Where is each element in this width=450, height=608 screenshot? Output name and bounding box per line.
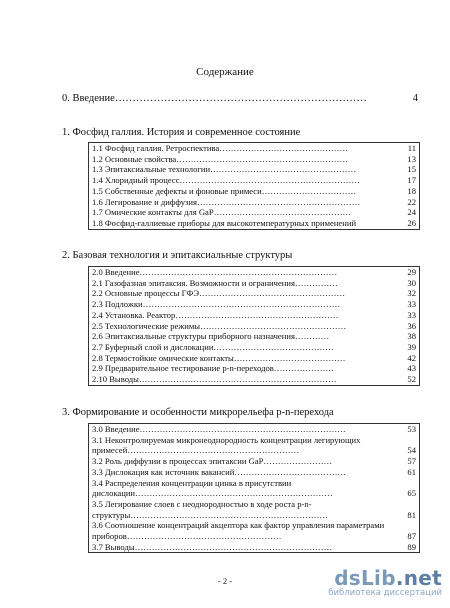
toc-row-page: 54 [407,445,416,456]
toc-row-label: 2.4 Установка. Реактор………………………………………………… [92,309,339,320]
watermark-logo [328,566,442,590]
toc-row-page: 13 [407,153,416,164]
toc-row-page: 32 [407,288,416,299]
toc-row-label: 2.10 Выводы…………………………………………………………… [92,374,337,385]
toc-row-page: 57 [407,456,416,467]
toc-row-page: 33 [407,299,416,310]
toc-row-page: 52 [407,374,416,385]
toc-row-label: 3.5 Легирование слоев с неоднородностью в ходе роста p-n-структуры…………………………………………………………… [92,498,328,520]
toc-row[interactable] [89,363,419,374]
toc-row-label: 2.6 Эпитаксиальные структуры приборного назначения………… [92,331,330,342]
toc-row[interactable] [89,164,419,175]
toc-row[interactable] [89,467,419,478]
toc-row-label: 3.7 Выводы…………………………………………………………… [92,541,333,552]
toc-row-label: 1.5 Собственные дефекты и фоновые примеси…………………………… [92,185,357,196]
toc-row-label: 2.1 Газофазная эпитаксия. Возможности и ограничения…………… [92,277,338,288]
toc-row-page: 30 [407,277,416,288]
toc-row-page: 36 [407,320,416,331]
toc-row[interactable] [89,374,419,385]
toc-row-page: 18 [407,185,416,196]
toc-row[interactable] [89,321,419,332]
toc-row-page: 38 [407,331,416,342]
toc-row[interactable] [89,143,419,154]
toc-row-page: 43 [407,363,416,374]
toc-row-page: 89 [407,541,416,552]
toc-row[interactable] [89,353,419,364]
watermark-logo-main: dsLib [334,566,396,590]
toc-row-page: 29 [407,267,416,277]
toc-row[interactable] [89,342,419,353]
toc-row[interactable] [89,478,419,499]
toc-row-label: 1.2 Основные свойства…………………………………………………… [92,153,349,164]
toc-row[interactable] [89,197,419,208]
toc-row[interactable] [89,456,419,467]
toc-row-page: 42 [407,352,416,363]
toc-row[interactable] [89,288,419,299]
toc-row[interactable] [89,186,419,197]
toc-row-page: 15 [407,164,416,175]
watermark-subtitle: библиотека диссертаций [328,588,442,598]
toc-row-page: 53 [407,424,416,434]
toc-row-page: 65 [407,488,416,499]
toc-box-section-1 [88,142,420,230]
toc-row-page: 81 [407,509,416,520]
toc-row-label: 3.6 Соотношение концентраций акцептора как фактор управления параметрами приборов……………………………………………… [92,520,385,542]
toc-row[interactable] [89,542,419,553]
toc-row-page: 87 [407,531,416,542]
toc-row[interactable] [89,520,419,541]
toc-row-label: 1.4 Хлоридный процесс……………………………………………………… [92,175,360,186]
toc-row[interactable] [89,207,419,218]
toc-row-page: 33 [407,309,416,320]
toc-row-label: 2.0 Введение…………………………………………………………… [92,267,338,277]
toc-row-label: 1.8 Фосфид-галлиевые приборы для высокотемпературных применений [92,217,357,228]
toc-row[interactable] [89,218,419,229]
toc-row-page: 17 [407,175,416,186]
section-heading-3: 3. Формирование и особенности микрорельефа p-n-перехода [62,407,334,418]
page-number-footer: - 2 - [217,576,233,586]
toc-row-page: 24 [407,207,416,218]
toc-row-label: 2.2 Основные процессы ГФЭ…………………………………………… [92,288,346,299]
toc-row-label: 2.5 Технологические режимы…………………………………………… [92,320,347,331]
page-title: Содержание [196,66,254,78]
toc-row-label: 1.7 Омические контакты для GaP………………………………………… [92,207,352,218]
toc-row-label: 2.7 Буферный слой и дислокации…………………………………… [92,341,334,352]
toc-row[interactable] [89,435,419,456]
toc-row-page: 22 [407,196,416,207]
toc-row[interactable] [89,154,419,165]
toc-intro-row[interactable] [62,93,418,104]
toc-row[interactable] [89,310,419,321]
toc-row[interactable] [89,278,419,289]
toc-row[interactable] [89,331,419,342]
toc-row-page: 61 [407,466,416,477]
toc-row[interactable] [89,267,419,278]
toc-row-label: 3.4 Распределения концентрации цинка в присутствии дислокации…………………………………………………………… [92,477,333,499]
toc-row-label: 1.6 Легирование и диффузия………………………………………………… [92,196,361,207]
toc-row-label: 2.3 Подложки…………………………………………………………… [92,299,341,310]
toc-row-page: 26 [407,217,416,228]
toc-row-label: 2.8 Термостойкие омические контакты………………………………… [92,352,346,363]
watermark-logo-tld: .net [395,566,442,590]
toc-row-label: 3.1 Неконтролируемая микронеоднородность концентрации легирующих примесей…………………………………………………… [92,434,361,456]
toc-row-page: 11 [407,143,416,153]
watermark [328,566,442,598]
toc-row-label: 2.9 Предварительное тестирование p-n-переходов………………… [92,363,334,374]
toc-row-label: 3.3 Дислокация как источник вакансий………………………………… [92,466,347,477]
toc-box-section-2 [88,266,420,386]
toc-row-label: 1.3 Эпитаксиальные технологии…………………………………………… [92,164,357,175]
toc-row-label: 3.0 Введение……………………………………………………………… [92,424,346,434]
toc-row[interactable] [89,299,419,310]
toc-intro-page: 4 [412,93,418,104]
toc-row-page: 39 [407,341,416,352]
toc-row[interactable] [89,175,419,186]
toc-row-label: 1.1 Фосфид галлия. Ретроспектива……………………………………… [92,143,349,153]
section-heading-1: 1. Фосфид галлия. История и современное состояние [62,127,301,138]
section-heading-2: 2. Базовая технология и эпитаксиальные структуры [62,250,293,261]
toc-row-label: 3.2 Роль диффузии в процессах эпитаксии GaP…………………… [92,456,333,467]
toc-intro-label: 0. Введение……………………………………………………………… [62,93,367,104]
toc-box-section-3 [88,423,420,553]
toc-row[interactable] [89,499,419,520]
toc-row[interactable] [89,424,419,435]
